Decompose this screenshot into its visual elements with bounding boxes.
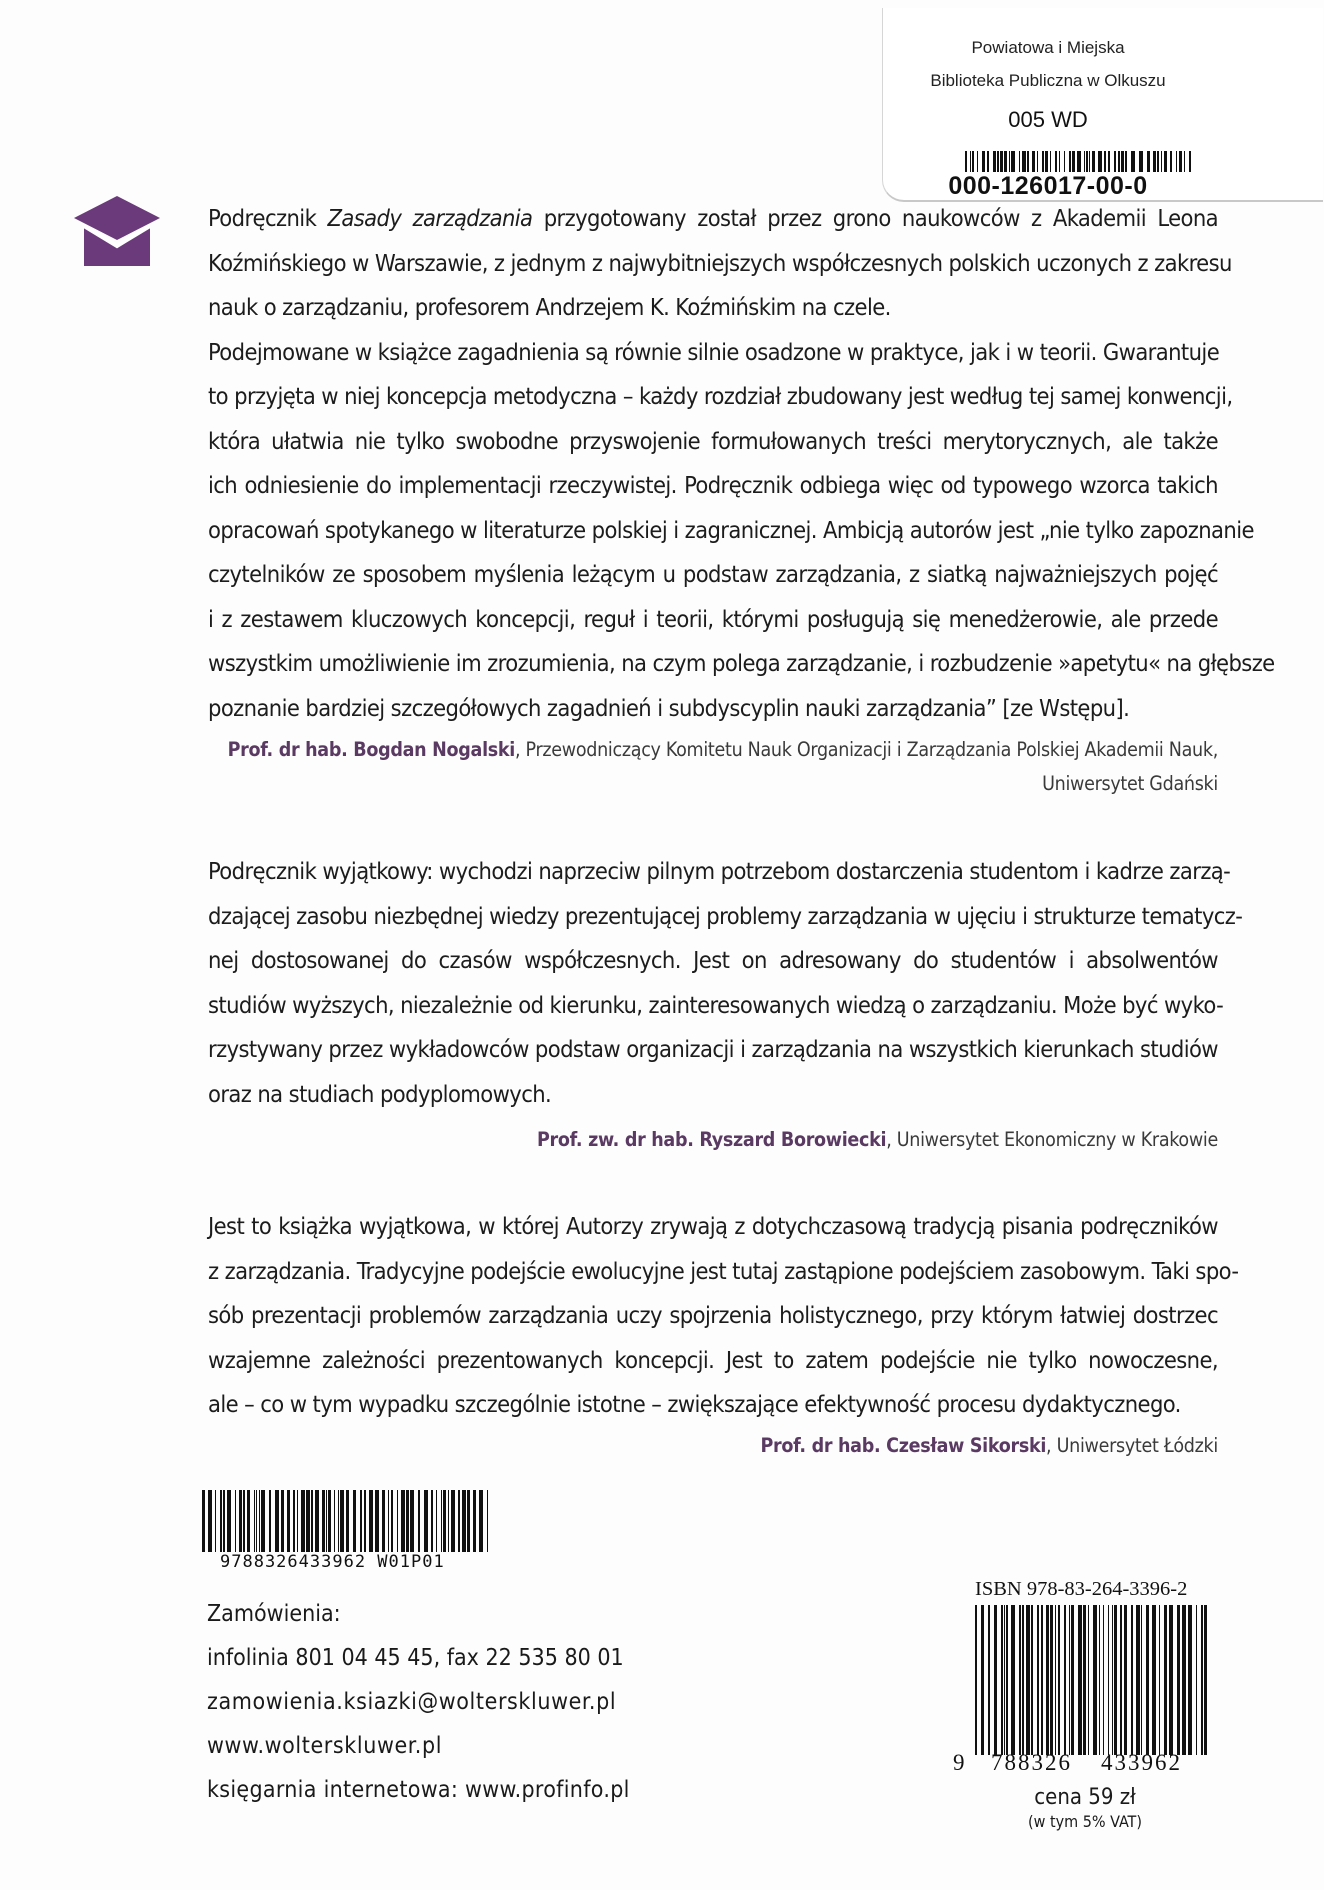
barcode-bar	[1125, 151, 1127, 172]
review-2-line: nej dostosowanej do czasów współczesnych. Jest on adresowany do studentów i absolwentów	[208, 946, 1218, 974]
barcode-bar	[1001, 1605, 1003, 1755]
barcode-bar	[220, 1490, 222, 1552]
review-1-line: która ułatwia nie tylko swobodne przyswojenie formułowanych treści merytorycznych, ale także	[208, 426, 1218, 455]
barcode-bar	[235, 1490, 236, 1552]
barcode-bar	[1006, 1605, 1008, 1755]
barcode-bar	[1011, 151, 1015, 172]
barcode-bar	[451, 1490, 455, 1552]
barcode-bar	[346, 1490, 349, 1552]
review-2-line: oraz na studiach podyplomowych.	[208, 1079, 552, 1108]
library-shelfmark: 005 WD	[1008, 107, 1088, 132]
barcode-bar	[1177, 1605, 1180, 1755]
barcode-bar	[1169, 1605, 1173, 1755]
barcode-bar	[1086, 151, 1088, 172]
barcode-bar	[473, 1490, 476, 1552]
barcode-bar	[1179, 151, 1182, 172]
barcode-bar	[1041, 1605, 1043, 1755]
barcode-bar	[1031, 1605, 1033, 1755]
barcode-bar	[1201, 1605, 1203, 1755]
barcode-bar	[202, 1490, 205, 1552]
barcode-bar	[1141, 1605, 1142, 1755]
isbn-digits-left: 788326	[991, 1750, 1072, 1775]
barcode-bar	[364, 1490, 366, 1552]
barcode-bar	[259, 1490, 260, 1552]
barcode-bar	[448, 1490, 449, 1552]
review-1-line: ich odniesienie do implementacji rzeczywistej. Podręcznik odbiega więc od typowego wzorca takich	[208, 471, 1218, 499]
barcode-bar	[977, 151, 978, 172]
graduation-cap-envelope-icon	[74, 196, 160, 266]
barcode-bar	[1071, 1605, 1074, 1755]
review-1-affiliation: , Przewodniczący Komitetu Nauk Organizacji i Zarządzania Polskiej Akademii Nauk,	[515, 738, 1218, 761]
internal-barcode	[202, 1490, 488, 1552]
barcode-bar	[1089, 151, 1090, 172]
barcode-bar	[1009, 151, 1010, 172]
barcode-bar	[1059, 151, 1060, 172]
barcode-bar	[227, 1490, 231, 1552]
barcode-bar	[997, 151, 999, 172]
barcode-bar	[1000, 151, 1003, 172]
barcode-bar	[311, 1490, 313, 1552]
barcode-bar	[1064, 151, 1065, 172]
review-1-line: opracowań spotykanego w literaturze polskiej i zagranicznej. Ambicją autorów jest „nie tylko zapoznanie	[208, 515, 1254, 544]
barcode-bar	[462, 1490, 466, 1552]
barcode-bar	[965, 151, 967, 172]
review-3-line: wzajemne zależności prezentowanych koncepcji. Jest to zatem podejście nie tylko nowoczesne,	[208, 1345, 1218, 1374]
internal-barcode-text: 9788326433962 W01P01	[220, 1552, 445, 1572]
barcode-bar	[1069, 1605, 1070, 1755]
barcode-bar	[1027, 151, 1029, 172]
barcode-bar	[1019, 1605, 1021, 1755]
barcode-bar	[281, 1490, 284, 1552]
contact-phone: infolinia 801 04 45 45, fax 22 535 80 01	[207, 1645, 624, 1671]
review-2-line: dzającej zasobu niezbędnej wiedzy prezentującej problemy zarządzania w ujęciu i strukturze tematycz-	[208, 901, 1243, 930]
barcode-bar	[256, 1490, 257, 1552]
barcode-bar	[1176, 151, 1177, 172]
review-2-signature	[208, 1124, 1218, 1156]
barcode-bar	[391, 1490, 393, 1552]
isbn-digits	[953, 1750, 1233, 1776]
barcode-bar	[988, 1605, 990, 1755]
barcode-bar	[1120, 1605, 1122, 1755]
isbn-digit-lead: 9	[953, 1750, 965, 1775]
barcode-bar	[1170, 151, 1172, 172]
barcode-bar	[1118, 151, 1120, 172]
review-1-line: poznanie bardziej szczegółowych zagadnień i subdyscyplin nauki zarządzania” [ze Wstępu].	[208, 693, 1130, 722]
contact-heading: Zamówienia:	[207, 1601, 341, 1627]
review-1-signature	[208, 734, 1218, 766]
library-inventory-code: 000-126017-00-0	[948, 172, 1148, 200]
barcode-bar	[275, 1490, 279, 1552]
barcode-bar	[982, 151, 985, 172]
contact-bookstore: księgarnia internetowa: www.profinfo.pl	[207, 1777, 630, 1803]
review-2-line: studiów wyższych, niezależnie od kierunku, zainteresowanych wiedzą o zarządzaniu. Może być wyko-	[208, 990, 1224, 1019]
review-1-line: to przyjęta w niej koncepcja metodyczna – każdy rozdział zbudowany jest według tej samej konwencji,	[208, 382, 1233, 410]
barcode-bar	[436, 1490, 437, 1552]
review-1-line: Podręcznik Zasady zarządzania przygotowany został przez grono naukowców z Akademii Leona	[208, 204, 1219, 232]
barcode-bar	[1058, 1605, 1060, 1755]
barcode-bar	[406, 1490, 409, 1552]
barcode-bar	[1011, 1605, 1015, 1755]
barcode-bar	[1114, 151, 1116, 172]
barcode-bar	[1124, 1605, 1127, 1755]
barcode-bar	[334, 1490, 335, 1552]
barcode-bar	[443, 1490, 446, 1552]
barcode-bar	[360, 1490, 362, 1552]
review-1-affiliation-line2	[208, 768, 1218, 800]
barcode-bar	[243, 1490, 245, 1552]
barcode-bar	[1098, 151, 1102, 172]
review-1-line: nauk o zarządzaniu, profesorem Andrzejem K. Koźmińskim na czele.	[208, 293, 891, 321]
barcode-bar	[1078, 1605, 1082, 1755]
barcode-bar	[1026, 1605, 1030, 1755]
barcode-bar	[1108, 151, 1110, 172]
barcode-bar	[1072, 151, 1075, 172]
barcode-bar	[369, 1490, 373, 1552]
barcode-bar	[1184, 151, 1185, 172]
barcode-bar	[1019, 151, 1020, 172]
barcode-bar	[467, 1490, 470, 1552]
review-3-affiliation: , Uniwersytet Łódzki	[1046, 1434, 1218, 1457]
barcode-bar	[1050, 151, 1051, 172]
barcode-bar	[975, 1605, 977, 1755]
barcode-bar	[375, 1490, 379, 1552]
barcode-bar	[418, 1490, 420, 1552]
barcode-bar	[1114, 1605, 1117, 1755]
barcode-bar	[397, 1490, 398, 1552]
review-1-line: czytelników ze sposobem myślenia leżącym u podstaw zarządzania, z siatką najważniejszych pojęć	[208, 560, 1218, 588]
price-vat-note: (w tym 5% VAT)	[1028, 1812, 1142, 1831]
barcode-bar	[1037, 1605, 1039, 1755]
barcode-bar	[338, 1490, 339, 1552]
barcode-bar	[441, 1490, 442, 1552]
barcode-bar	[401, 1490, 405, 1552]
review-1-university: Uniwersytet Gdański	[1042, 772, 1218, 795]
price-label: cena 59 zł	[1034, 1785, 1136, 1810]
barcode-bar	[328, 1490, 331, 1552]
barcode-bar	[1064, 1605, 1066, 1755]
barcode-bar	[306, 1490, 310, 1552]
barcode-bar	[215, 1490, 216, 1552]
isbn-label: ISBN 978-83-264-3396-2	[975, 1578, 1188, 1600]
library-name-line2: Biblioteka Publiczna w Olkuszu	[930, 71, 1166, 90]
review-3-line: Jest to książka wyjątkowa, w której Autorzy zrywają z dotychczasową tradycją pisania podręczników	[208, 1212, 1218, 1240]
barcode-bar	[1022, 151, 1026, 172]
barcode-bar	[424, 1490, 428, 1552]
barcode-bar	[1042, 151, 1044, 172]
barcode-bar	[487, 1490, 488, 1552]
barcode-bar	[1152, 1605, 1156, 1755]
barcode-bar	[410, 1490, 414, 1552]
barcode-bar	[1188, 1605, 1192, 1755]
barcode-bar	[1159, 1605, 1160, 1755]
barcode-bar	[1104, 151, 1106, 172]
review-1-line: i z zestawem kluczowych koncepcji, reguł i teorii, którymi posługują się menedżerowie, ale przede	[208, 604, 1218, 633]
barcode-bar	[1131, 1605, 1133, 1755]
barcode-bar	[1189, 151, 1191, 172]
barcode-bar	[994, 1605, 997, 1755]
barcode-bar	[1103, 1605, 1104, 1755]
barcode-bar	[1088, 1605, 1089, 1755]
barcode-bar	[269, 1490, 271, 1552]
barcode-bar	[1077, 151, 1081, 172]
barcode-bar	[1083, 1605, 1086, 1755]
barcode-bar	[1153, 151, 1156, 172]
barcode-bar	[1164, 151, 1167, 172]
review-1-line: wszystkim umożliwienie im zrozumienia, na czym polega zarządzanie, i rozbudzenie »apetytu« na głębsze	[208, 649, 1275, 677]
barcode-bar	[1182, 1605, 1186, 1755]
barcode-bar	[1093, 1605, 1097, 1755]
barcode-bar	[1055, 1605, 1056, 1755]
barcode-bar	[431, 1490, 433, 1552]
barcode-bar	[340, 1490, 344, 1552]
review-3-signature	[208, 1430, 1218, 1462]
review-1-line: Podejmowane w książce zagadnienia są równie silnie osadzone w praktyce, jak i w teorii. Gwarantuje	[208, 337, 1220, 366]
barcode-bar	[1046, 1605, 1049, 1755]
barcode-bar	[301, 1490, 305, 1552]
barcode-bar	[254, 1490, 255, 1552]
review-2-line: Podręcznik wyjątkowy: wychodzi naprzeciw pilnym potrzebom dostarczenia studentom i kadrze zarzą-	[208, 857, 1231, 885]
barcode-bar	[239, 1490, 242, 1552]
barcode-bar	[972, 151, 974, 172]
barcode-bar	[1032, 151, 1035, 172]
barcode-bar	[1084, 151, 1085, 172]
barcode-bar	[458, 1490, 460, 1552]
barcode-bar	[479, 1490, 483, 1552]
contact-email: zamowienia.ksiazki@wolterskluwer.pl	[207, 1689, 617, 1715]
library-sticker	[882, 8, 1323, 202]
review-2-line: rzystywany przez wykładowców podstaw organizacji i zarządzania na wszystkich kierunkach studiów	[208, 1035, 1218, 1063]
barcode-bar	[1121, 151, 1124, 172]
barcode-bar	[970, 151, 971, 172]
barcode-bar	[297, 1490, 298, 1552]
contact-website: www.wolterskluwer.pl	[207, 1733, 443, 1759]
barcode-bar	[315, 1490, 319, 1552]
barcode-bar	[987, 151, 989, 172]
barcode-bar	[208, 1490, 212, 1552]
barcode-bar	[981, 1605, 984, 1755]
barcode-bar	[287, 1490, 290, 1552]
review-1-author: Prof. dr hab. Bogdan Nogalski	[227, 738, 515, 761]
barcode-bar	[223, 1490, 225, 1552]
barcode-bar	[1108, 1605, 1109, 1755]
barcode-bar	[1139, 151, 1143, 172]
barcode-bar	[1131, 151, 1135, 172]
barcode-bar	[1022, 1605, 1024, 1755]
barcode-bar	[1146, 1605, 1149, 1755]
barcode-bar	[1157, 151, 1159, 172]
barcode-bar	[1037, 151, 1038, 172]
review-1-line: Koźmińskiego w Warszawie, z jednym z najwybitniejszych współczesnych polskich uczonych z zakresu	[208, 248, 1232, 277]
barcode-bar	[382, 1490, 385, 1552]
barcode-bar	[247, 1490, 250, 1552]
barcode-bar	[1112, 1605, 1113, 1755]
library-name-line1: Powiatowa i Miejska	[971, 38, 1125, 57]
barcode-bar	[1204, 1605, 1207, 1755]
barcode-bar	[993, 151, 996, 172]
barcode-bar	[1045, 151, 1048, 172]
barcode-bar	[261, 1490, 265, 1552]
barcode-bar	[1004, 1605, 1005, 1755]
review-3-line: z zarządzania. Tradycyjne podejście ewolucyjne jest tutaj zastąpione podejściem zasobowym. Taki spo-	[208, 1256, 1239, 1285]
review-3-line: sób prezentacji problemów zarządzania uczy spojrzenia holistycznego, przy którym łatwiej dostrzec	[208, 1301, 1218, 1329]
barcode-bar	[1099, 1605, 1100, 1755]
review-2-author: Prof. zw. dr hab. Ryszard Borowiecki	[537, 1128, 887, 1151]
barcode-bar	[1164, 1605, 1167, 1755]
barcode-bar	[388, 1490, 389, 1552]
barcode-bar	[1092, 151, 1095, 172]
review-3-line: ale – co w tym wypadku szczególnie istotne – zwiększające efektywność procesu dydaktycznego.	[208, 1390, 1181, 1418]
review-3-author: Prof. dr hab. Czesław Sikorski	[760, 1434, 1047, 1457]
review-2-affiliation: , Uniwersytet Ekonomiczny w Krakowie	[886, 1128, 1218, 1151]
barcode-bar	[322, 1490, 325, 1552]
order-contact	[207, 1592, 630, 1812]
barcode-bar	[293, 1490, 295, 1552]
library-barcode	[965, 151, 1195, 172]
barcode-bar	[1136, 1605, 1140, 1755]
barcode-bar	[1069, 151, 1071, 172]
barcode-bar	[1055, 151, 1057, 172]
barcode-bar	[1196, 1605, 1197, 1755]
barcode-bar	[1050, 1605, 1053, 1755]
barcode-bar	[1004, 151, 1007, 172]
barcode-bar	[326, 1490, 327, 1552]
barcode-bar	[1161, 151, 1162, 172]
barcode-bar	[1147, 151, 1150, 172]
barcode-bar	[353, 1490, 356, 1552]
isbn-digits-right: 433962	[1101, 1750, 1182, 1775]
